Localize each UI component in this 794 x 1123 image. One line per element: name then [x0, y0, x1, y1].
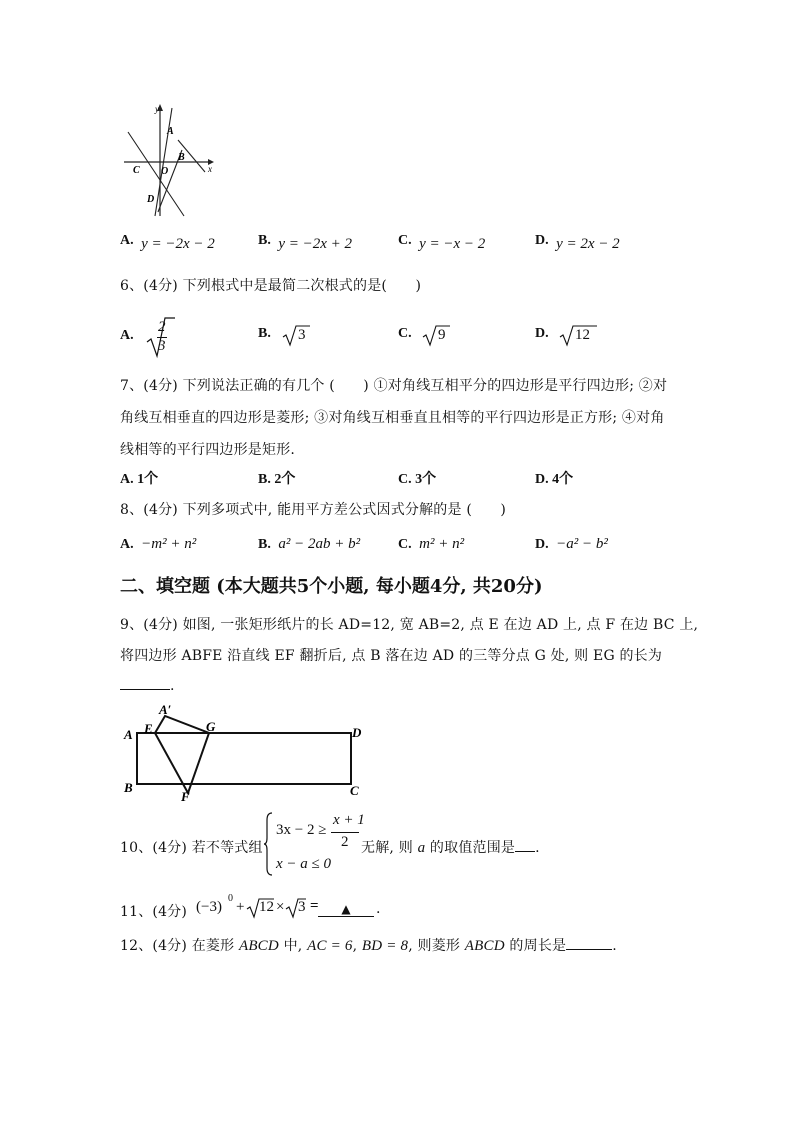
q8-option-d[interactable]: [535, 536, 608, 553]
option-expr: y = −2x + 2: [278, 236, 353, 252]
q10-ineq1-numerator: x + 1: [333, 812, 365, 828]
radicand: 9: [438, 327, 446, 343]
option-expr: −a² − b²: [556, 536, 608, 552]
q6-stem: 6、(4分) 下列根式中是最简二次根式的是( ): [120, 278, 422, 294]
q12-comma: ,: [352, 938, 358, 954]
expr-exponent: 0: [228, 893, 233, 904]
radical-sign: [422, 324, 452, 348]
option-expr: y = −2x − 2: [141, 236, 215, 252]
fig-label-b: B: [124, 780, 133, 795]
q7-option-c[interactable]: C. 3个: [398, 472, 437, 487]
q11-end: .: [376, 901, 381, 917]
option-letter: D.: [535, 537, 549, 552]
graph-label-o: O: [161, 166, 169, 177]
expr-radicand-1: 12: [259, 899, 274, 915]
suffix-text-2: 的取值范围是: [429, 840, 516, 856]
fig-label-a-prime: A′: [159, 702, 172, 717]
q12-bd: BD = 8: [361, 938, 409, 954]
q10-fraction-bar: [331, 832, 359, 833]
option-letter: D.: [535, 326, 549, 341]
q5-option-a[interactable]: [120, 232, 215, 252]
fig-label-e: E: [144, 721, 153, 736]
q8-option-a[interactable]: [120, 536, 196, 553]
q12-shape-2: ABCD: [464, 938, 505, 954]
fraction-numerator: 2: [158, 319, 166, 335]
radicand: 12: [575, 327, 590, 343]
q11-prefix: 11、(4分): [120, 904, 188, 920]
q5-option-d[interactable]: [535, 232, 620, 252]
option-expr: −m² + n²: [141, 536, 197, 552]
system-brace: [264, 812, 274, 876]
line-end: .: [612, 938, 617, 954]
expr-term-1: (−3): [196, 899, 222, 915]
option-letter: D.: [535, 233, 549, 248]
answer-blank[interactable]: [120, 689, 170, 690]
option-letter: C.: [398, 537, 412, 552]
q12-shape: ABCD: [238, 938, 279, 954]
q12-prefix: 12、(4分) 在菱形: [120, 938, 235, 954]
q12-mid-1: 中,: [283, 938, 303, 954]
option-letter: A.: [120, 233, 134, 248]
q7-option-d[interactable]: D. 4个: [535, 472, 574, 487]
q10-ineq1-denominator: 2: [341, 834, 349, 850]
q7-line-3: 线相等的平行四边形是矩形.: [120, 442, 296, 458]
graph-label-c: C: [133, 165, 140, 176]
q9-answer-line[interactable]: [120, 678, 175, 694]
q7-option-b[interactable]: B. 2个: [258, 472, 296, 487]
q12-line[interactable]: [120, 935, 617, 955]
option-expr: y = 2x − 2: [556, 236, 620, 252]
graph-label-b: B: [178, 152, 185, 163]
q8-stem: 8、(4分) 下列多项式中, 能用平方差公式因式分解的是 ( ): [120, 502, 507, 518]
graph-label-d: D: [147, 194, 155, 205]
q8-option-b[interactable]: [258, 536, 360, 553]
expr-equals: =: [310, 898, 319, 914]
line-end: .: [535, 840, 540, 856]
radicand: 3: [298, 327, 306, 343]
q7-option-a[interactable]: A. 1个: [120, 472, 159, 487]
q9-rectangle-fold-figure: [120, 700, 370, 802]
placeholder-triangle-icon: ▲: [341, 902, 351, 916]
option-letter: B.: [258, 326, 271, 341]
q7-line-1: 7、(4分) 下列说法正确的有几个 ( ) ①对角线互相平分的四边形是平行四边形; ②对: [120, 378, 668, 394]
expr-radicand-2: 3: [298, 899, 306, 915]
q10-ineq1-left: 3x − 2 ≥: [276, 822, 327, 838]
option-letter: A.: [120, 537, 134, 552]
graph-label-x: x: [208, 164, 212, 174]
expr-times: ×: [276, 899, 285, 915]
radical-sign: [282, 324, 312, 348]
q10-prefix: 10、(4分) 若不等式组: [120, 840, 263, 856]
option-expr: y = −x − 2: [419, 236, 486, 252]
option-letter: B.: [258, 233, 271, 248]
q10-ineq2: x − a ≤ 0: [276, 856, 332, 872]
q11-answer-blank[interactable]: [318, 898, 374, 917]
q12-ac: AC = 6: [307, 938, 353, 954]
option-letter: C.: [398, 233, 412, 248]
q6-option-c[interactable]: [398, 326, 458, 348]
answer-blank[interactable]: [566, 949, 612, 950]
q5-option-c[interactable]: [398, 232, 486, 252]
fig-label-c: C: [350, 783, 359, 798]
q10-suffix[interactable]: [361, 837, 540, 857]
fig-label-d: D: [352, 725, 362, 740]
expr-plus: +: [236, 899, 245, 915]
option-letter: C.: [398, 326, 412, 341]
q8-option-c[interactable]: [398, 536, 464, 553]
option-expr: a² − 2ab + b²: [278, 536, 361, 552]
option-letter: A.: [120, 328, 134, 343]
q7-line-2: 角线互相垂直的四边形是菱形; ③对角线互相垂直且相等的平行四边形是正方形; ④对角: [120, 410, 665, 426]
answer-blank[interactable]: [515, 851, 535, 852]
option-expr: m² + n²: [419, 536, 465, 552]
line-end: .: [170, 678, 175, 694]
option-letter: B.: [258, 537, 271, 552]
q9-line-2: 将四边形 ABFE 沿直线 EF 翻折后, 点 B 落在边 AD 的三等分点 G 处, 则 EG 的长为: [120, 648, 663, 664]
suffix-variable: a: [417, 840, 426, 856]
graph-label-a: A: [167, 126, 174, 137]
q5-coordinate-graph: [120, 100, 215, 218]
q9-line-1: 9、(4分) 如图, 一张矩形纸片的长 AD=12, 宽 AB=2, 点 E 在边 AD 上, 点 F 在边 BC 上,: [120, 617, 699, 633]
q6-option-b[interactable]: [258, 326, 318, 348]
fig-label-a: A: [124, 727, 133, 742]
graph-label-y: y: [155, 104, 159, 114]
fraction-denominator: 3: [158, 338, 166, 354]
fig-label-g: G: [206, 719, 216, 734]
fig-label-f: F: [181, 789, 190, 802]
section-2-title: 二、填空题 (本大题共5个小题, 每小题4分, 共20分): [120, 576, 543, 597]
q12-mid-3: 的周长是: [509, 938, 567, 954]
q12-mid-2: , 则菱形: [408, 938, 461, 954]
q5-option-b[interactable]: [258, 232, 353, 252]
suffix-text-1: 无解, 则: [361, 840, 413, 856]
q6-option-d[interactable]: [535, 326, 605, 348]
